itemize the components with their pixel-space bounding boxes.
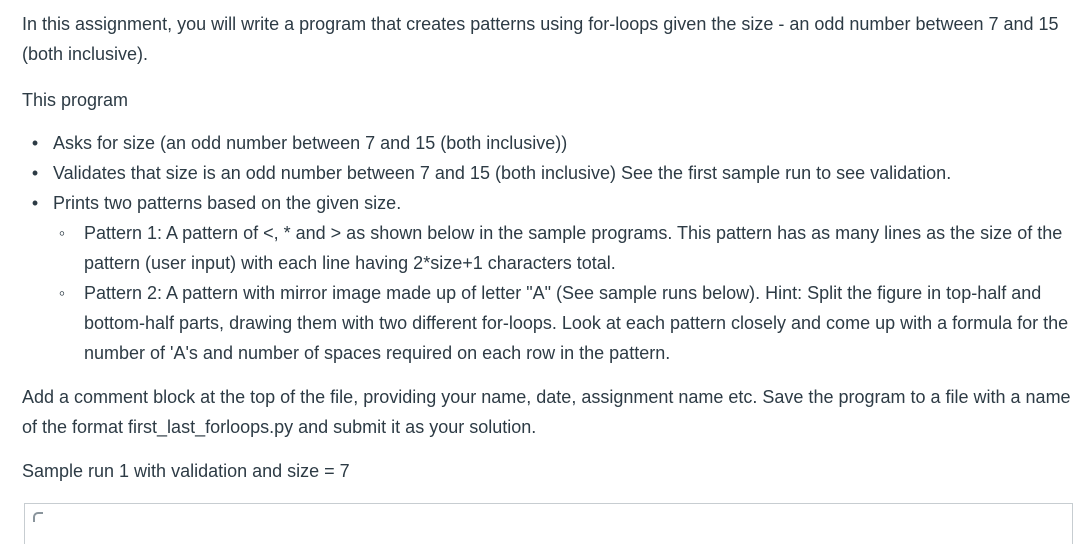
- hollow-bullet-icon: ◦: [58, 223, 66, 243]
- list-item-text: Asks for size (an odd number between 7 and 15 (both inclusive)): [53, 133, 568, 153]
- list-item-text: Prints two patterns based on the given size.: [53, 193, 402, 213]
- sub-list-item: [53, 218, 1084, 278]
- sample-run-heading: Sample run 1 with validation and size = 7: [22, 461, 350, 481]
- sub-list-item-text: Pattern 1: A pattern of <, * and > as shown below in the sample programs. This pattern has as many lines as the size of the pattern (user input) with each line having 2*size+1 characters total.: [84, 223, 1063, 273]
- hollow-bullet-icon: ◦: [58, 283, 66, 303]
- assignment-content: [22, 9, 1084, 486]
- sub-list-item: [53, 278, 1084, 368]
- this-program-paragraph: This program: [22, 90, 129, 110]
- list-item: [22, 188, 1084, 368]
- intro-paragraph: In this assignment, you will write a program that creates patterns using for-loops given the size - an odd number between 7 and 15 (both inclusive).: [22, 14, 1059, 64]
- list-item-text: Validates that size is an odd number between 7 and 15 (both inclusive) See the first sample run to see validation.: [53, 163, 952, 183]
- bullet-icon: •: [31, 133, 39, 153]
- list-item: [22, 128, 1084, 158]
- bullet-icon: •: [31, 193, 39, 213]
- comment-block-paragraph: Add a comment block at the top of the file, providing your name, date, assignment name etc. Save the program to a file with a name of the format first_last_forloops.py and submit it as your solution.: [22, 387, 1071, 437]
- patterns-sublist: [53, 218, 1084, 368]
- bullet-icon: •: [31, 163, 39, 183]
- sample-run-output-box: [24, 503, 1073, 544]
- list-item: [22, 158, 1084, 188]
- requirements-list: [22, 128, 1084, 368]
- sub-list-item-text: Pattern 2: A pattern with mirror image made up of letter "A" (See sample runs below). Hint: Split the figure in top-half and bottom-half parts, drawing them with two different for-loops. Look at each pattern closely and come up with a formula for the number of 'A's and number of spaces required on each row in the pattern.: [84, 283, 1069, 363]
- code-block-corner-icon: [33, 512, 43, 522]
